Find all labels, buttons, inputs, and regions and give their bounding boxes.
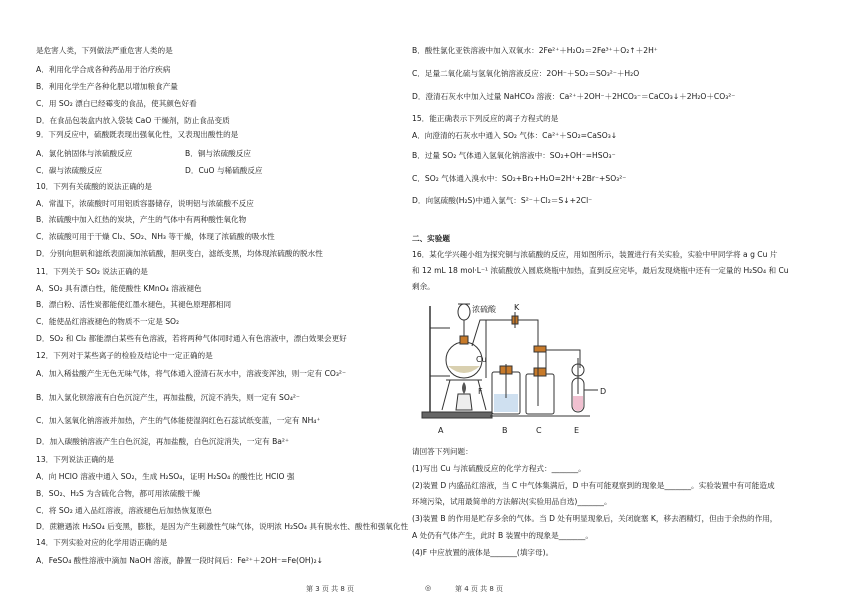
text-line: B．浓硫酸中加入红热的炭块，产生的气体中有两种酸性氧化物 xyxy=(36,215,247,224)
dropping-funnel xyxy=(458,304,470,320)
text-line: C．将 SO₂ 通入品红溶液，溶液褪色后加热恢复原色 xyxy=(36,506,212,515)
text-line: C．用 SO₂ 漂白已经霉变的食品，使其颜色好看 xyxy=(36,99,197,108)
text-line: 13．下列说法正确的是 xyxy=(36,455,115,464)
text-line: A．FeSO₄ 酸性溶液中滴加 NaOH 溶液，静置一段时间后：Fe²⁺＋2OH⁻=Fe(OH)₂↓ xyxy=(36,556,324,565)
text-line: A．向 HClO 溶液中通入 SO₂，生成 H₂SO₄，证明 H₂SO₄ 的酸性比 HClO 强 xyxy=(36,472,295,481)
text-line: 9．下列反应中，硫酸既表现出强氧化性，又表现出酸性的是 xyxy=(36,130,239,139)
text-line: D．蔗糖遇浓 H₂SO₄ 后变黑，膨胀，是因为产生刺激性气味气体，说明浓 H₂SO₄ 具有脱水性、酸性和强氧化性 xyxy=(36,522,409,531)
label-c: C xyxy=(536,426,542,435)
text-line: D．在食品包装盒内放入袋装 CaO 干燥剂，防止食品变质 xyxy=(36,116,230,125)
label-cu: Cu xyxy=(476,355,487,364)
label-acid: 浓硫酸 xyxy=(472,305,496,314)
text-line: B．利用化学生产各种化肥以增加粮食产量 xyxy=(36,82,178,91)
text-line: 12．下列对于某些离子的检验及结论中一定正确的是 xyxy=(36,351,213,360)
footer-separator: ◎ xyxy=(425,584,432,592)
label-e: E xyxy=(574,426,580,435)
text-line: B．过量 SO₂ 气体通入氢氧化钠溶液中：SO₂+OH⁻=HSO₃⁻ xyxy=(412,151,616,160)
text-line: (2)装置 D 内盛品红溶液，当 C 中气体集满后，D 中有可能观察到的现象是_______。实验装置中有可能造成 xyxy=(412,481,775,490)
apparatus-figure xyxy=(420,298,620,446)
label-k: K xyxy=(514,303,520,312)
text-line: C．足量二氧化硫与氢氧化钠溶液反应：2OH⁻＋SO₂＝SO₃²⁻＋H₂O xyxy=(412,69,640,78)
stand-base xyxy=(422,412,492,418)
text-line: C．SO₂ 气体通入溴水中：SO₂+Br₂+H₂O=2H⁺+2Br⁻+SO₃²⁻ xyxy=(412,174,627,183)
text-line: A．氯化钠固体与浓硫酸反应 xyxy=(36,149,133,158)
text-line: C．碳与浓硫酸反应 xyxy=(36,166,103,175)
text-line: 和 12 mL 18 mol·L⁻¹ 浓硫酸放入圆底烧瓶中加热，直到反应完毕，最后发现烧瓶中还有一定量的 H₂SO₄ 和 Cu xyxy=(412,266,789,275)
text-line: D．CuO 与稀硫酸反应 xyxy=(185,166,263,175)
text-line: D．SO₂ 和 Cl₂ 都能漂白某些有色溶液，若将两种气体同时通入有色溶液中，漂白效果会更好 xyxy=(36,334,347,343)
bottle-c xyxy=(526,374,554,414)
text-line: A．向澄清的石灰水中通入 SO₂ 气体：Ca²⁺＋SO₂=CaSO₃↓ xyxy=(412,131,618,140)
text-line: A 处仍有气体产生，此时 B 装置中的现象是_______。 xyxy=(412,531,593,540)
text-line: B．加入氯化钡溶液有白色沉淀产生，再加盐酸，沉淀不消失，则一定有 SO₄²⁻ xyxy=(36,393,300,402)
text-line: (1)写出 Cu 与浓硫酸反应的化学方程式：_______。 xyxy=(412,464,586,473)
text-line: 二、实验题 xyxy=(412,234,450,243)
text-line: D．向氢硫酸(H₂S)中通入氯气：S²⁻＋Cl₂＝S↓+2Cl⁻ xyxy=(412,196,593,205)
text-line: C．浓硫酸可用于干燥 Cl₂、SO₂、NH₃ 等干燥，体现了浓硫酸的吸水性 xyxy=(36,232,275,241)
text-line: 15．能正确表示下列反应的离子方程式的是 xyxy=(412,114,559,123)
text-line: 11．下列关于 SO₂ 说法正确的是 xyxy=(36,267,148,276)
text-line: B．铜与浓硫酸反应 xyxy=(185,149,251,158)
text-line: A．利用化学合成各种药品用于治疗疾病 xyxy=(36,65,171,74)
text-line: C．能使品红溶液褪色的物质不一定是 SO₂ xyxy=(36,317,180,326)
footer-left-page: 第 3 页 共 8 页 xyxy=(306,585,355,593)
text-line: A．常温下，浓硫酸时可用铝质容器储存，说明铝与浓硫酸不反应 xyxy=(36,199,254,208)
text-line: D．分别向胆矾和滤纸表面滴加浓硫酸，胆矾变白，滤纸变黑，均体现浓硫酸的脱水性 xyxy=(36,249,323,258)
text-line: 请回答下列问题： xyxy=(412,447,473,456)
label-d: D xyxy=(600,387,607,396)
text-line: B．漂白粉、活性炭都能使红墨水褪色，其褪色原理都相同 xyxy=(36,300,232,309)
label-b: B xyxy=(502,426,508,435)
label-a: A xyxy=(438,426,444,435)
text-line: D．澄清石灰水中加入过量 NaHCO₃ 溶液：Ca²⁺＋2OH⁻＋2HCO₃⁻＝CaCO₃↓＋2H₂O＋CO₃²⁻ xyxy=(412,92,736,101)
text-line: 14．下列实验对应的化学用语正确的是 xyxy=(36,538,168,547)
text-line: 10．下列有关硫酸的说法正确的是 xyxy=(36,182,152,191)
text-line: (3)装置 B 的作用是贮存多余的气体。当 D 处有明显现象后，关闭旋塞 K，移去酒精灯，但由于余热的作用， xyxy=(412,514,778,523)
text-line: 是危害人类，下列做法严重危害人类的是 xyxy=(36,46,173,55)
alcohol-lamp xyxy=(456,394,472,410)
text-line: 环境污染，试用最简单的方法解决(实验用品自选)_______。 xyxy=(412,497,612,506)
text-line: 16．某化学兴趣小组为探究铜与浓硫酸的反应，用如图所示，装置进行有关实验，实验中甲同学将 a g Cu 片 xyxy=(412,250,778,259)
text-line: C．加入氢氧化钠溶液并加热，产生的气体能使湿润红色石蕊试纸变蓝，一定有 NH₄⁺ xyxy=(36,416,321,425)
text-line: A．SO₂ 具有漂白性，能使酸性 KMnO₄ 溶液褪色 xyxy=(36,284,202,293)
text-line: 剩余。 xyxy=(412,282,435,291)
text-line: B．酸性氯化亚铁溶液中加入双氧水：2Fe²⁺＋H₂O₂＝2Fe³⁺＋O₂↑＋2H⁺ xyxy=(412,46,658,55)
label-f: F xyxy=(478,387,483,396)
text-line: D．加入碳酸钠溶液产生白色沉淀，再加盐酸，白色沉淀消失，一定有 Ba²⁺ xyxy=(36,437,289,446)
text-line: (4)F 中应放置的液体是_______(填字母)。 xyxy=(412,548,554,557)
text-line: B．SO₂、H₂S 为含硫化合物，都可用浓硫酸干燥 xyxy=(36,489,201,498)
footer-right-page: 第 4 页 共 8 页 xyxy=(455,585,504,593)
text-line: A．加入稀盐酸产生无色无味气体，将气体通入澄清石灰水中，溶液变浑浊，则一定有 CO₃²⁻ xyxy=(36,369,346,378)
